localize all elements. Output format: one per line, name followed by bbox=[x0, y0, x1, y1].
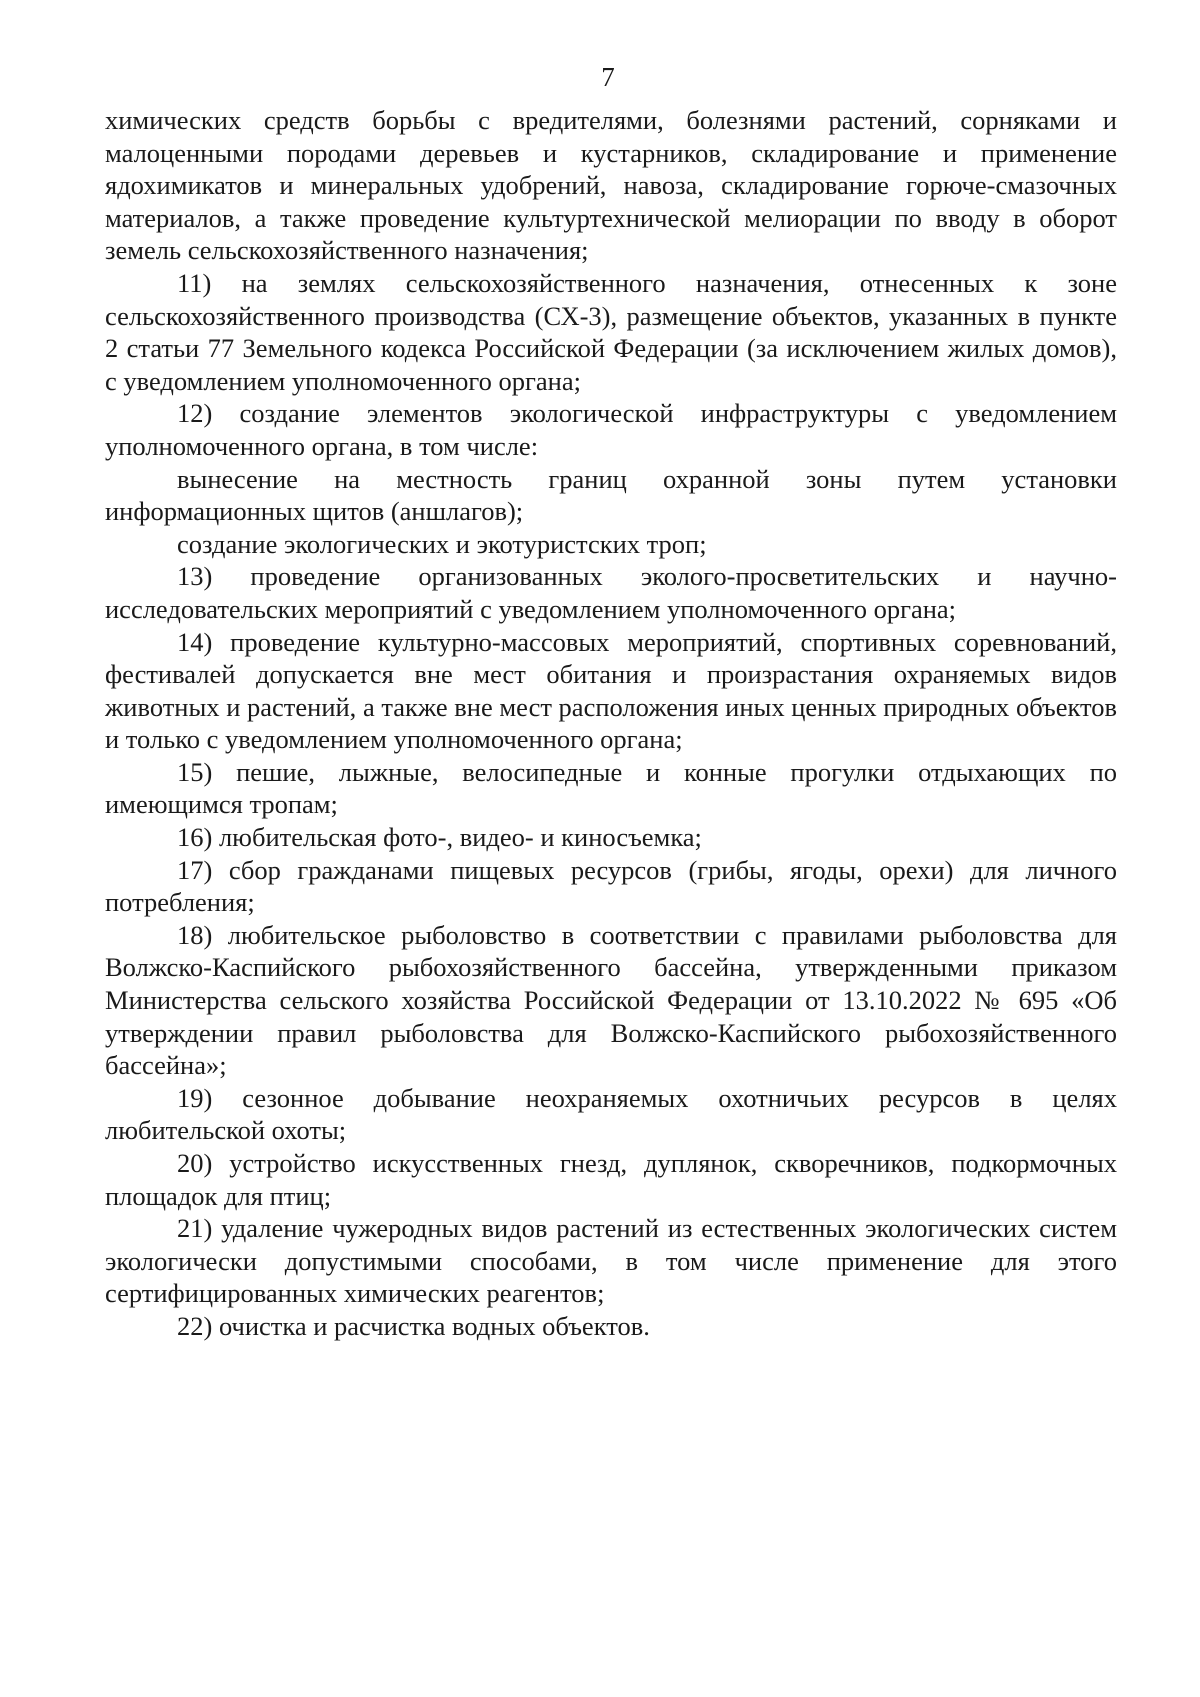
list-item-12: 12) создание элементов экологической инфраструктуры с уведомлением уполномоченного органа, в том числе: bbox=[105, 398, 1117, 461]
paragraph-continuation: химических средств борьбы с вредителями, болезнями растений, сорняками и малоценными породами деревьев и кустарников, складирование и применение ядохимикатов и минеральных удобрений, навоза, складирование горюче-смазочных материалов, а также проведение культуртехнической мелиорации по вводу в оборот земель сельскохозяйственного назначения; bbox=[105, 105, 1117, 266]
sub-item-eco-trails: создание экологических и экотуристских троп; bbox=[177, 528, 707, 559]
sub-item-boundary-signs: вынесение на местность границ охранной зоны путем установки информационных щитов (аншлагов); bbox=[105, 463, 1117, 527]
list-item-16: 16) любительская фото-, видео- и киносъемка; bbox=[177, 822, 702, 853]
list-item-21: 21) удаление чужеродных видов растений из естественных экологических систем экологически допустимыми способами, в том числе применение для этого сертифицированных химических реагентов; bbox=[105, 1213, 1117, 1309]
list-item-11: 11) на землях сельскохозяйственного назначения, отнесенных к зоне сельскохозяйственного производства (СХ-3), размещение объектов, указанных в пункте 2 статьи 77 Земельного кодекса Российской Федерации (за исключением жилых домов), с уведомлением уполномоченного органа; bbox=[105, 267, 1117, 396]
list-item-14: 14) проведение культурно-массовых мероприятий, спортивных соревнований, фестивалей допускается вне мест обитания и произрастания охраняемых видов животных и растений, а также вне мест расположения иных ценных природных объектов и только с уведомлением уполномоченного органа; bbox=[105, 626, 1117, 755]
list-item-22: 22) очистка и расчистка водных объектов. bbox=[177, 1310, 650, 1341]
list-item-13: 13) проведение организованных эколого-просветительских и научно-исследовательских мероприятий с уведомлением уполномоченного органа; bbox=[105, 561, 1117, 624]
list-item-18: 18) любительское рыболовство в соответствии с правилами рыболовства для Волжско-Каспийского рыбохозяйственного бассейна, утвержденными приказом Министерства сельского хозяйства Российской Федерации от 13.10.2022 № 695 «Об утверждении правил рыболовства для Волжско-Каспийского рыбохозяйственного бассейна»; bbox=[105, 919, 1117, 1081]
page-number: 7 bbox=[601, 62, 615, 92]
document-body bbox=[105, 104, 1117, 1343]
list-item-19: 19) сезонное добывание неохраняемых охотничьих ресурсов в целях любительской охоты; bbox=[105, 1082, 1117, 1146]
list-item-17: 17) сбор гражданами пищевых ресурсов (грибы, ягоды, орехи) для личного потребления; bbox=[105, 854, 1117, 918]
list-item-20: 20) устройство искусственных гнезд, дуплянок, скворечников, подкормочных площадок для птиц; bbox=[105, 1148, 1117, 1211]
list-item-15: 15) пешие, лыжные, велосипедные и конные прогулки отдыхающих по имеющимся тропам; bbox=[105, 756, 1117, 820]
